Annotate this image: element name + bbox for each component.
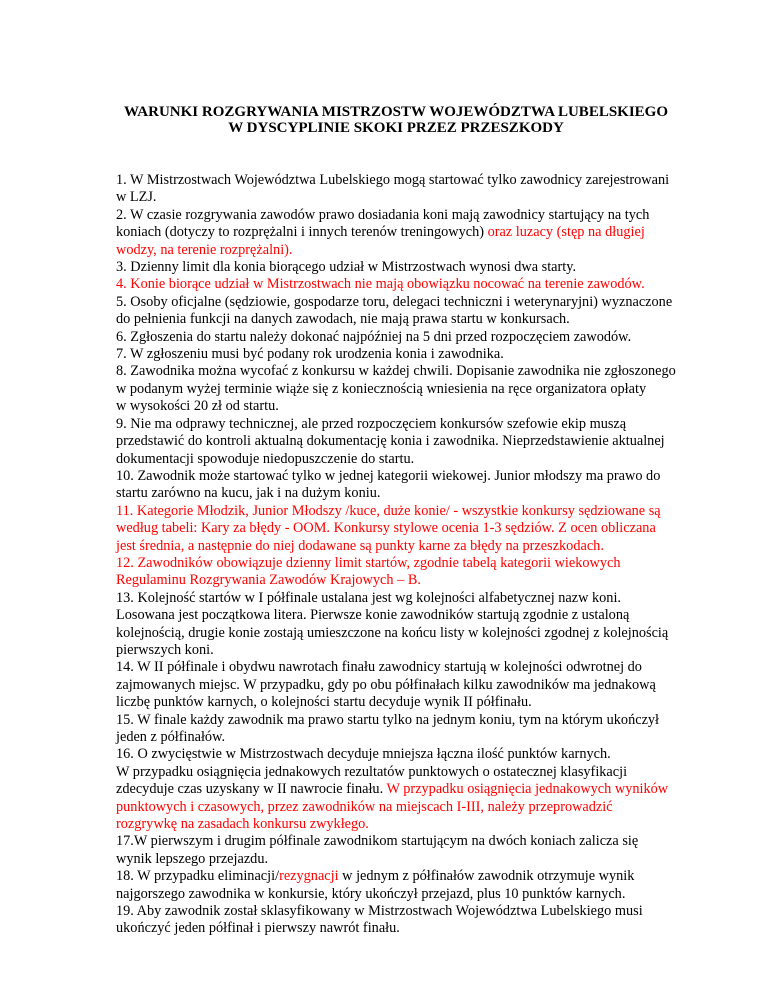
rule-5: 5. Osoby oficjalne (sędziowie, gospodarze toru, delegaci techniczni i weterynaryjni) wyznaczone do pełnienia funkcji na danych zawodach, nie mają prawa startu w konkursach. bbox=[116, 293, 673, 328]
rule-16: 16. O zwycięstwie w Mistrzostwach decyduje mniejsza łączna ilość punktów karnych. bbox=[116, 746, 611, 763]
rule-16-tiebreak-highlight: W przypadku osiągnięcia jednakowych wyników punktowych i czasowych, przez zawodników na miejscach I-III, należy przeprowadzić rozgrywkę na zasadach konkursu zwykłego. bbox=[116, 781, 669, 833]
rule-10: 10. Zawodnik może startować tylko w jednej kategorii wiekowej. Junior młodszy ma prawo do startu zarówno na kucu, jak i na dużym koniu. bbox=[116, 467, 661, 502]
rule-2-text: 2. W czasie rozgrywania zawodów prawo dosiadania koni mają zawodnicy startujący na tych koniach (dotyczy to rozprężalni i innych terenów treningowych) bbox=[116, 206, 650, 241]
rule-18-text-end: w jednym z półfinałów zawodnik otrzymuje wynik najgorszego zawodnika w konkursie, który ukończył przejazd, plus 10 punktów karnych. bbox=[116, 868, 635, 902]
rule-15: 15. W finale każdy zawodnik ma prawo startu tylko na jednym koniu, tym na którym ukończył jeden z półfinałów. bbox=[116, 711, 660, 745]
rules-list bbox=[116, 172, 676, 938]
rule-7: 7. W zgłoszeniu musi być podany rok urodzenia konia i zawodnika. bbox=[116, 346, 504, 363]
rule-2 bbox=[116, 207, 676, 259]
rule-2-highlight: oraz luzacy (stęp na długiej wodzy, na terenie rozprężalni). bbox=[116, 224, 645, 258]
rule-1: 1. W Mistrzostwach Województwa Lubelskiego mogą startować tylko zawodnicy zarejestrowani w LZJ. bbox=[116, 172, 670, 206]
rule-18-highlight: rezygnacji bbox=[279, 868, 339, 885]
rule-16-tiebreak bbox=[116, 764, 676, 834]
rule-4: 4. Konie biorące udział w Mistrzostwach nie mają obowiązku nocować na terenie zawodów. bbox=[116, 276, 645, 293]
rule-6: 6. Zgłoszenia do startu należy dokonać najpóźniej na 5 dni przed rozpoczęciem zawodów. bbox=[116, 328, 632, 345]
rule-9: 9. Nie ma odprawy technicznej, ale przed rozpoczęciem konkursów szefowie ekip muszą przedstawić do kontroli aktualną dokumentację konia i zawodnika. Nieprzedstawienie aktualnej dokumentacji spowoduje niedopuszczenie do startu. bbox=[116, 415, 665, 467]
rule-14: 14. W II półfinale i obydwu nawrotach finału zawodnicy startują w kolejności odwrotnej do zajmowanych miejsc. W przypadku, gdy po obu półfinałach kilku zawodników ma jednakową liczbę punktów karnych, o kolejności startu decyduje wynik II półfinału. bbox=[116, 659, 656, 711]
rule-3: 3. Dzienny limit dla konia biorącego udział w Mistrzostwach wynosi dwa starty. bbox=[116, 259, 577, 276]
document-title bbox=[116, 104, 676, 136]
rule-8: 8. Zawodnika można wycofać z konkursu w każdej chwili. Dopisanie zawodnika nie zgłoszonego w podanym wyżej terminie wiąże się z koniecznością wniesienia na ręce organizatora opłaty bbox=[116, 363, 676, 397]
rule-18 bbox=[116, 868, 676, 903]
rule-17: 17.W pierwszym i drugim półfinale zawodnikom startującym na dwóch koniach zalicza się wynik lepszego przejazdu. bbox=[116, 833, 639, 867]
rule-19: 19. Aby zawodnik został sklasyfikowany w Mistrzostwach Województwa Lubelskiego musi ukończyć jeden półfinał i pierwszy nawrót finału. bbox=[116, 903, 643, 937]
title-line-2: W DYSCYPLINIE SKOKI PRZEZ PRZESZKODY bbox=[228, 120, 564, 136]
rule-16-tiebreak-text: W przypadku osiągnięcia jednakowych rezultatów punktowych o ostatecznej klasyfikacji zdecyduje czas uzyskany w II nawrocie finału. bbox=[116, 763, 628, 798]
rule-11: 11. Kategorie Młodzik, Junior Młodszy /kuce, duże konie/ - wszystkie konkursy sędziowane są według tabeli: Kary za błędy - OOM. Konkursy stylowe ocenia 1-3 sędziów. Z ocen obliczana jest średnia, a następnie do niej dodawane są punkty karne za błędy na przeszkodach. bbox=[116, 502, 661, 554]
rule-8-continued: w wysokości 20 zł od startu. bbox=[116, 398, 279, 415]
title-line-1: WARUNKI ROZGRYWANIA MISTRZOSTW WOJEWÓDZTWA LUBELSKIEGO bbox=[123, 104, 669, 120]
rule-12: 12. Zawodników obowiązuje dzienny limit startów, zgodnie tabelą kategorii wiekowych Regulaminu Rozgrywania Zawodów Krajowych – B. bbox=[116, 554, 621, 589]
rule-13: 13. Kolejność startów w I półfinale ustalana jest wg kolejności alfabetycznej nazw koni. Losowana jest początkowa litera. Pierwsze konie zawodników startują zgodnie z ustaloną kolejnością, drugie konie zostają umieszczone na końcu listy w kolejności zgodnej z kolejnością pierwszych koni. bbox=[116, 589, 669, 658]
rule-18-text-start: 18. W przypadku eliminacji/ bbox=[116, 868, 280, 885]
